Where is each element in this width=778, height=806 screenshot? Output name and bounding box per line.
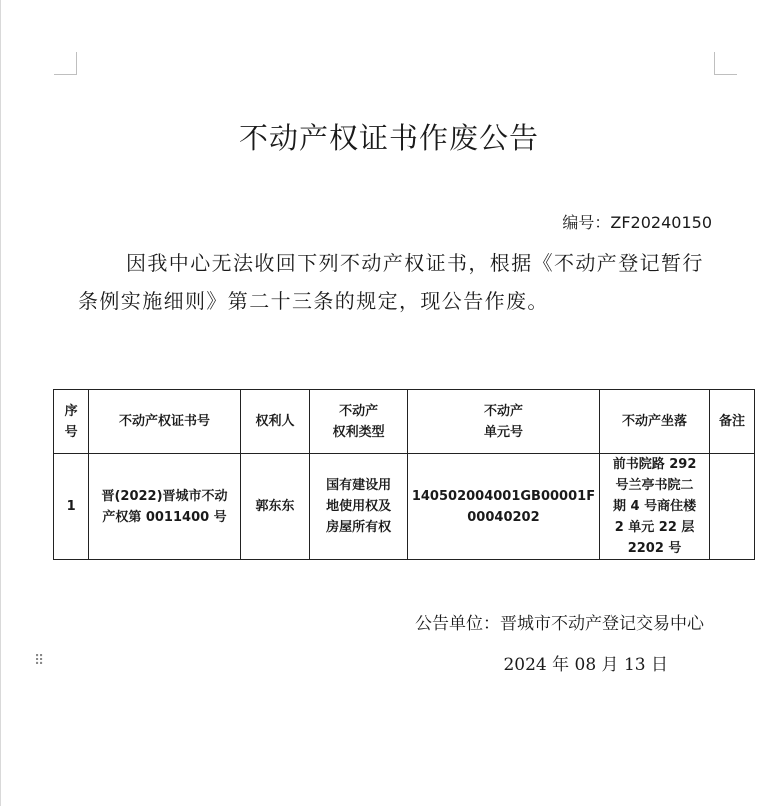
header-seq: 序 号 <box>54 390 89 454</box>
header-right-type: 不动产 权利类型 <box>310 390 407 454</box>
issuer-line: 公告单位：晋城市不动产登记交易中心 <box>415 614 704 634</box>
cell-unit-no: 140502004001GB00001F 00040202 <box>407 454 599 560</box>
drag-handle-icon[interactable]: ⠿ <box>34 653 45 669</box>
cell-location: 前书院路 292 号兰亭书院二 期 4 号商住楼 2 单元 22 层 2202 号 <box>600 454 710 560</box>
certificate-table <box>53 389 755 560</box>
document-title: 不动产权证书作废公告 <box>238 121 539 155</box>
header-holder: 权利人 <box>240 390 310 454</box>
issue-date: 2024 年 08 月 13 日 <box>503 655 668 675</box>
cell-seq: 1 <box>54 454 89 560</box>
header-location: 不动产坐落 <box>600 390 710 454</box>
cell-remark <box>710 454 755 560</box>
table-row <box>54 454 755 560</box>
header-remark: 备注 <box>710 390 755 454</box>
margin-corner-top-right <box>714 52 737 75</box>
document-number: 编号：ZF20240150 <box>562 213 712 232</box>
cell-right-type: 国有建设用 地使用权及 房屋所有权 <box>310 454 407 560</box>
cell-holder: 郭东东 <box>240 454 310 560</box>
margin-corner-top-left <box>54 52 77 75</box>
body-paragraph: 因我中心无法收回下列不动产权证书，根据《不动产登记暂行条例实施细则》第二十三条的规定，现公告作废。 <box>78 251 704 313</box>
cell-cert-no: 晋(2022)晋城市不动 产权第 0011400 号 <box>89 454 240 560</box>
table-header-row <box>54 390 755 454</box>
header-unit-no: 不动产 单元号 <box>407 390 599 454</box>
header-cert-no: 不动产权证书号 <box>89 390 240 454</box>
